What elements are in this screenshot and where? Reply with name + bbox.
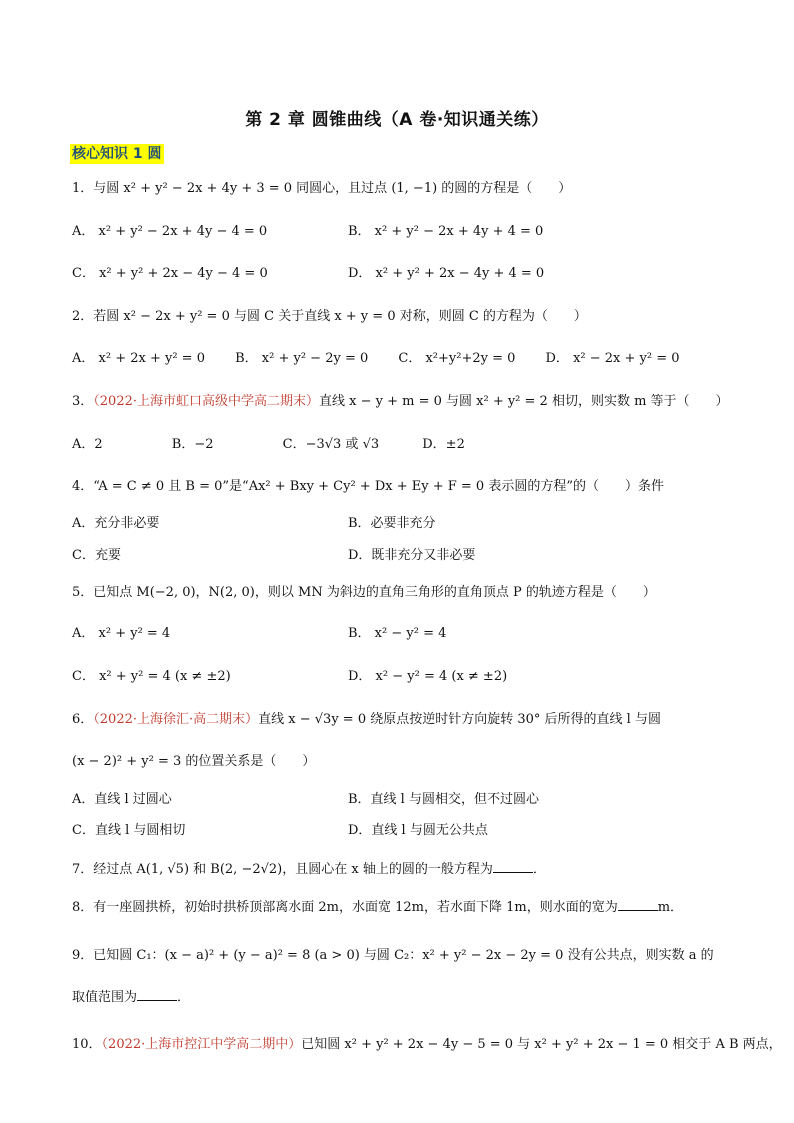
question-3-text: 直线 x − y + m = 0 与圆 x² + y² = 2 相切，则实数 m 等于（ ）: [319, 394, 729, 409]
question-7-stem: [72, 860, 546, 879]
question-5-option-c: C． x² + y² = 4 (x ≠ ±2): [72, 669, 231, 684]
question-6-source: （2022·上海徐汇·高二期末）: [93, 712, 259, 727]
question-4-option-d: D．既非充分又非必要: [348, 548, 476, 563]
question-6-text: 直线 x − √3y = 0 绕原点按逆时针方向旋转 30° 后所得的直线 l 与圆: [258, 712, 661, 727]
question-1-stem: 1．与圆 x² + y² − 2x + 4y + 3 = 0 同圆心，且过点 (1, −1) 的圆的方程是（ ）: [72, 181, 572, 196]
question-2-stem: 2．若圆 x² − 2x + y² = 0 与圆 C 关于直线 x + y = 0 对称，则圆 C 的方程为（ ）: [72, 309, 587, 324]
question-7-text: 7．经过点 A(1, √5) 和 B(2, −2√2)，且圆心在 x 轴上的圆的一般方程为: [72, 862, 493, 877]
question-8-tail: m．: [657, 900, 684, 915]
question-3-stem: [72, 393, 729, 411]
question-5-option-b: B． x² − y² = 4: [348, 626, 447, 641]
question-9-stem: [72, 935, 724, 1019]
question-6-stem-continued: (x − 2)² + y² = 3 的位置关系是（ ）: [72, 754, 316, 769]
question-7-tail: ．: [532, 862, 546, 877]
answer-blank[interactable]: [493, 860, 533, 873]
question-1-option-b: B． x² + y² − 2x + 4y + 4 = 0: [348, 224, 544, 239]
question-6-option-d: D．直线 l 与圆无公共点: [348, 823, 488, 838]
question-10-text: 已知圆 x² + y² + 2x − 4y − 5 = 0 与 x² + y² + 2x − 1 = 0 相交于 A B 两点，: [301, 1037, 782, 1052]
question-4-option-a: A．充分非必要: [72, 516, 160, 531]
question-1-option-d: D． x² + y² + 2x − 4y + 4 = 0: [348, 266, 545, 281]
question-1-option-c: C． x² + y² + 2x − 4y − 4 = 0: [72, 266, 268, 281]
question-5-stem: 5．已知点 M(−2, 0)，N(2, 0)，则以 MN 为斜边的直角三角形的直角顶点 P 的轨迹方程是（ ）: [72, 585, 656, 600]
question-4-option-b: B．必要非充分: [348, 516, 436, 531]
question-4-stem: 4．“A = C ≠ 0 且 B = 0”是“Ax² + Bxy + Cy² + Dx + Ey + F = 0 表示圆的方程”的（ ）条件: [72, 479, 664, 494]
question-3-options: A．2 B．−2 C．−3√3 或 √3 D．±2: [72, 437, 465, 452]
question-6-number: 6．: [72, 712, 94, 727]
question-5-option-a: A． x² + y² = 4: [72, 626, 171, 641]
question-10-number: 10．: [72, 1037, 102, 1052]
question-1-option-a: A． x² + y² − 2x + 4y − 4 = 0: [72, 224, 268, 239]
question-8-text: 8．有一座圆拱桥，初始时拱桥顶部离水面 2m，水面宽 12m，若水面下降 1m，则水面的宽为: [72, 900, 618, 915]
question-6-stem: [72, 711, 661, 729]
question-8-stem: [72, 898, 683, 917]
page-title: 第 2 章 圆锥曲线（A 卷·知识通关练）: [245, 110, 549, 130]
question-6-option-b: B．直线 l 与圆相交，但不过圆心: [348, 792, 539, 807]
question-9-text: 9．已知圆 C₁：(x − a)² + (y − a)² = 8 (a > 0) 与圆 C₂：x² + y² − 2x − 2y = 0 没有公共点，则实数 a 的取值范围为: [72, 948, 714, 1005]
question-10-stem: [72, 1036, 782, 1054]
question-3-number: 3．: [72, 394, 94, 409]
question-6-option-c: C．直线 l 与圆相切: [72, 823, 186, 838]
answer-blank[interactable]: [618, 898, 658, 911]
question-4-option-c: C．充要: [72, 548, 121, 563]
answer-blank[interactable]: [137, 988, 177, 1001]
question-10-source: （2022·上海市控江中学高二期中）: [101, 1037, 302, 1052]
question-5-option-d: D． x² − y² = 4 (x ≠ ±2): [348, 669, 508, 684]
question-6-option-a: A．直线 l 过圆心: [72, 792, 172, 807]
question-3-source: （2022·上海市虹口高级中学高二期末）: [93, 394, 319, 409]
section-heading: 核心知识 1 圆: [72, 146, 162, 162]
question-9-tail: ．: [177, 990, 191, 1005]
question-2-options: A． x² + 2x + y² = 0 B． x² + y² − 2y = 0 C． x²+y²+2y = 0 D． x² − 2x + y² = 0: [72, 351, 680, 366]
